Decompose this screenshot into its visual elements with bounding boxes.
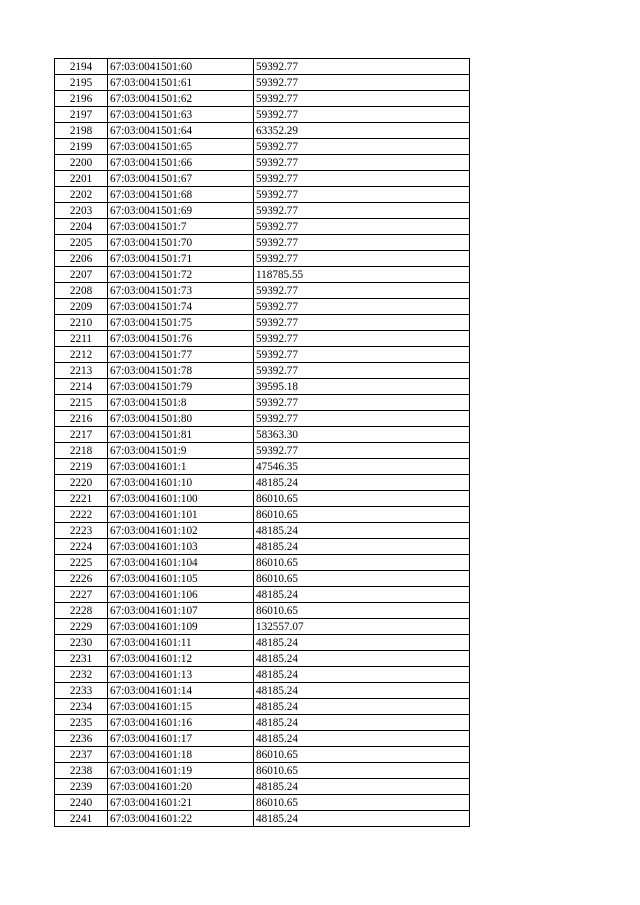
- table-row: [55, 91, 470, 107]
- value-cell: 48185.24: [254, 667, 470, 683]
- table-row: [55, 539, 470, 555]
- row-number-cell: 2204: [55, 219, 108, 235]
- row-number-cell: 2220: [55, 475, 108, 491]
- value-cell: 48185.24: [254, 731, 470, 747]
- table-row: [55, 459, 470, 475]
- value-cell: 59392.77: [254, 347, 470, 363]
- cadastral-number-cell: 67:03:0041601:15: [108, 699, 254, 715]
- value-cell: 59392.77: [254, 75, 470, 91]
- table-row: [55, 699, 470, 715]
- value-cell: 47546.35: [254, 459, 470, 475]
- cadastral-number-cell: 67:03:0041501:68: [108, 187, 254, 203]
- table-row: [55, 363, 470, 379]
- row-number-cell: 2225: [55, 555, 108, 571]
- cadastral-number-cell: 67:03:0041501:63: [108, 107, 254, 123]
- row-number-cell: 2234: [55, 699, 108, 715]
- table-row: [55, 667, 470, 683]
- cadastral-number-cell: 67:03:0041601:1: [108, 459, 254, 475]
- cadastral-number-cell: 67:03:0041601:12: [108, 651, 254, 667]
- table-row: [55, 683, 470, 699]
- row-number-cell: 2233: [55, 683, 108, 699]
- table-row: [55, 731, 470, 747]
- row-number-cell: 2235: [55, 715, 108, 731]
- value-cell: 48185.24: [254, 811, 470, 827]
- table-row: [55, 123, 470, 139]
- table-row: [55, 651, 470, 667]
- table-row: [55, 635, 470, 651]
- row-number-cell: 2226: [55, 571, 108, 587]
- cadastral-number-cell: 67:03:0041601:18: [108, 747, 254, 763]
- row-number-cell: 2219: [55, 459, 108, 475]
- row-number-cell: 2203: [55, 203, 108, 219]
- row-number-cell: 2224: [55, 539, 108, 555]
- table-row: [55, 555, 470, 571]
- cadastral-number-cell: 67:03:0041601:103: [108, 539, 254, 555]
- cadastral-number-cell: 67:03:0041601:105: [108, 571, 254, 587]
- table-row: [55, 763, 470, 779]
- cadastral-number-cell: 67:03:0041601:106: [108, 587, 254, 603]
- value-cell: 59392.77: [254, 363, 470, 379]
- row-number-cell: 2207: [55, 267, 108, 283]
- cadastral-number-cell: 67:03:0041501:79: [108, 379, 254, 395]
- value-cell: 59392.77: [254, 299, 470, 315]
- cadastral-number-cell: 67:03:0041601:107: [108, 603, 254, 619]
- value-cell: 48185.24: [254, 651, 470, 667]
- row-number-cell: 2214: [55, 379, 108, 395]
- value-cell: 59392.77: [254, 283, 470, 299]
- row-number-cell: 2208: [55, 283, 108, 299]
- value-cell: 59392.77: [254, 411, 470, 427]
- cadastral-number-cell: 67:03:0041501:77: [108, 347, 254, 363]
- value-cell: 59392.77: [254, 155, 470, 171]
- value-cell: 118785.55: [254, 267, 470, 283]
- row-number-cell: 2238: [55, 763, 108, 779]
- row-number-cell: 2194: [55, 59, 108, 75]
- cadastral-number-cell: 67:03:0041601:100: [108, 491, 254, 507]
- table-row: [55, 395, 470, 411]
- cadastral-number-cell: 67:03:0041501:80: [108, 411, 254, 427]
- value-cell: 86010.65: [254, 795, 470, 811]
- value-cell: 132557.07: [254, 619, 470, 635]
- cadastral-number-cell: 67:03:0041601:10: [108, 475, 254, 491]
- cadastral-number-cell: 67:03:0041501:67: [108, 171, 254, 187]
- value-cell: 48185.24: [254, 699, 470, 715]
- row-number-cell: 2241: [55, 811, 108, 827]
- value-cell: 59392.77: [254, 139, 470, 155]
- cadastral-number-cell: 67:03:0041501:8: [108, 395, 254, 411]
- table-row: [55, 203, 470, 219]
- value-cell: 59392.77: [254, 395, 470, 411]
- value-cell: 48185.24: [254, 683, 470, 699]
- value-cell: 63352.29: [254, 123, 470, 139]
- row-number-cell: 2228: [55, 603, 108, 619]
- table-row: [55, 411, 470, 427]
- cadastral-number-cell: 67:03:0041501:73: [108, 283, 254, 299]
- value-cell: 59392.77: [254, 107, 470, 123]
- value-cell: 59392.77: [254, 315, 470, 331]
- value-cell: 59392.77: [254, 251, 470, 267]
- table-row: [55, 59, 470, 75]
- cadastral-number-cell: 67:03:0041601:109: [108, 619, 254, 635]
- table-row: [55, 347, 470, 363]
- row-number-cell: 2202: [55, 187, 108, 203]
- cadastral-number-cell: 67:03:0041601:101: [108, 507, 254, 523]
- cadastral-number-cell: 67:03:0041601:104: [108, 555, 254, 571]
- row-number-cell: 2221: [55, 491, 108, 507]
- value-cell: 86010.65: [254, 571, 470, 587]
- table-row: [55, 811, 470, 827]
- cadastral-number-cell: 67:03:0041501:60: [108, 59, 254, 75]
- value-cell: 59392.77: [254, 171, 470, 187]
- table-row: [55, 587, 470, 603]
- value-cell: 86010.65: [254, 603, 470, 619]
- cadastral-number-cell: 67:03:0041501:74: [108, 299, 254, 315]
- cadastral-number-cell: 67:03:0041501:66: [108, 155, 254, 171]
- cadastral-number-cell: 67:03:0041501:78: [108, 363, 254, 379]
- value-cell: 48185.24: [254, 635, 470, 651]
- table-row: [55, 107, 470, 123]
- value-cell: 48185.24: [254, 523, 470, 539]
- table-row: [55, 747, 470, 763]
- table-row: [55, 219, 470, 235]
- cadastral-number-cell: 67:03:0041501:62: [108, 91, 254, 107]
- row-number-cell: 2231: [55, 651, 108, 667]
- row-number-cell: 2196: [55, 91, 108, 107]
- value-cell: 59392.77: [254, 443, 470, 459]
- cadastral-number-cell: 67:03:0041501:9: [108, 443, 254, 459]
- table-row: [55, 603, 470, 619]
- table-row: [55, 523, 470, 539]
- row-number-cell: 2213: [55, 363, 108, 379]
- table-row: [55, 299, 470, 315]
- table-row: [55, 715, 470, 731]
- row-number-cell: 2215: [55, 395, 108, 411]
- row-number-cell: 2205: [55, 235, 108, 251]
- value-cell: 59392.77: [254, 59, 470, 75]
- table-row: [55, 779, 470, 795]
- row-number-cell: 2236: [55, 731, 108, 747]
- value-cell: 48185.24: [254, 715, 470, 731]
- row-number-cell: 2198: [55, 123, 108, 139]
- cadastral-number-cell: 67:03:0041501:7: [108, 219, 254, 235]
- cadastral-number-cell: 67:03:0041601:22: [108, 811, 254, 827]
- cadastral-number-cell: 67:03:0041601:16: [108, 715, 254, 731]
- row-number-cell: 2200: [55, 155, 108, 171]
- row-number-cell: 2199: [55, 139, 108, 155]
- row-number-cell: 2209: [55, 299, 108, 315]
- table-row: [55, 331, 470, 347]
- cadastral-number-cell: 67:03:0041501:71: [108, 251, 254, 267]
- table-row: [55, 187, 470, 203]
- value-cell: 59392.77: [254, 91, 470, 107]
- cadastral-number-cell: 67:03:0041501:72: [108, 267, 254, 283]
- cadastral-number-cell: 67:03:0041501:81: [108, 427, 254, 443]
- cadastral-number-cell: 67:03:0041501:61: [108, 75, 254, 91]
- table-row: [55, 571, 470, 587]
- cadastral-number-cell: 67:03:0041601:11: [108, 635, 254, 651]
- table-row: [55, 475, 470, 491]
- table-row: [55, 155, 470, 171]
- cadastral-number-cell: 67:03:0041501:76: [108, 331, 254, 347]
- row-number-cell: 2239: [55, 779, 108, 795]
- cadastral-number-cell: 67:03:0041601:19: [108, 763, 254, 779]
- cadastral-number-cell: 67:03:0041601:21: [108, 795, 254, 811]
- value-cell: 39595.18: [254, 379, 470, 395]
- table-row: [55, 171, 470, 187]
- cadastral-number-cell: 67:03:0041501:64: [108, 123, 254, 139]
- table-row: [55, 795, 470, 811]
- value-cell: 59392.77: [254, 187, 470, 203]
- row-number-cell: 2218: [55, 443, 108, 459]
- row-number-cell: 2237: [55, 747, 108, 763]
- value-cell: 48185.24: [254, 539, 470, 555]
- value-cell: 48185.24: [254, 779, 470, 795]
- value-cell: 86010.65: [254, 491, 470, 507]
- cadastral-number-cell: 67:03:0041601:20: [108, 779, 254, 795]
- row-number-cell: 2212: [55, 347, 108, 363]
- cadastral-number-cell: 67:03:0041501:69: [108, 203, 254, 219]
- value-cell: 86010.65: [254, 555, 470, 571]
- row-number-cell: 2195: [55, 75, 108, 91]
- cadastral-number-cell: 67:03:0041601:14: [108, 683, 254, 699]
- row-number-cell: 2229: [55, 619, 108, 635]
- table-row: [55, 427, 470, 443]
- row-number-cell: 2232: [55, 667, 108, 683]
- cadastral-number-cell: 67:03:0041601:13: [108, 667, 254, 683]
- value-cell: 48185.24: [254, 587, 470, 603]
- value-cell: 86010.65: [254, 507, 470, 523]
- row-number-cell: 2227: [55, 587, 108, 603]
- value-cell: 58363.30: [254, 427, 470, 443]
- value-cell: 59392.77: [254, 203, 470, 219]
- table-row: [55, 283, 470, 299]
- row-number-cell: 2216: [55, 411, 108, 427]
- row-number-cell: 2223: [55, 523, 108, 539]
- row-number-cell: 2222: [55, 507, 108, 523]
- value-cell: 59392.77: [254, 219, 470, 235]
- value-cell: 86010.65: [254, 763, 470, 779]
- row-number-cell: 2211: [55, 331, 108, 347]
- row-number-cell: 2230: [55, 635, 108, 651]
- table-row: [55, 379, 470, 395]
- table-row: [55, 75, 470, 91]
- table-row: [55, 235, 470, 251]
- cadastral-number-cell: 67:03:0041501:70: [108, 235, 254, 251]
- cadastral-number-cell: 67:03:0041601:102: [108, 523, 254, 539]
- table-row: [55, 443, 470, 459]
- cadastral-number-cell: 67:03:0041501:65: [108, 139, 254, 155]
- value-cell: 48185.24: [254, 475, 470, 491]
- table-body: [55, 59, 470, 827]
- value-cell: 59392.77: [254, 235, 470, 251]
- cadastral-number-cell: 67:03:0041501:75: [108, 315, 254, 331]
- data-table: [54, 58, 470, 827]
- cadastral-number-cell: 67:03:0041601:17: [108, 731, 254, 747]
- table-row: [55, 139, 470, 155]
- table-row: [55, 267, 470, 283]
- value-cell: 86010.65: [254, 747, 470, 763]
- table-row: [55, 315, 470, 331]
- row-number-cell: 2197: [55, 107, 108, 123]
- value-cell: 59392.77: [254, 331, 470, 347]
- row-number-cell: 2240: [55, 795, 108, 811]
- row-number-cell: 2217: [55, 427, 108, 443]
- table-row: [55, 507, 470, 523]
- row-number-cell: 2206: [55, 251, 108, 267]
- table-row: [55, 491, 470, 507]
- row-number-cell: 2201: [55, 171, 108, 187]
- table-row: [55, 619, 470, 635]
- row-number-cell: 2210: [55, 315, 108, 331]
- table-row: [55, 251, 470, 267]
